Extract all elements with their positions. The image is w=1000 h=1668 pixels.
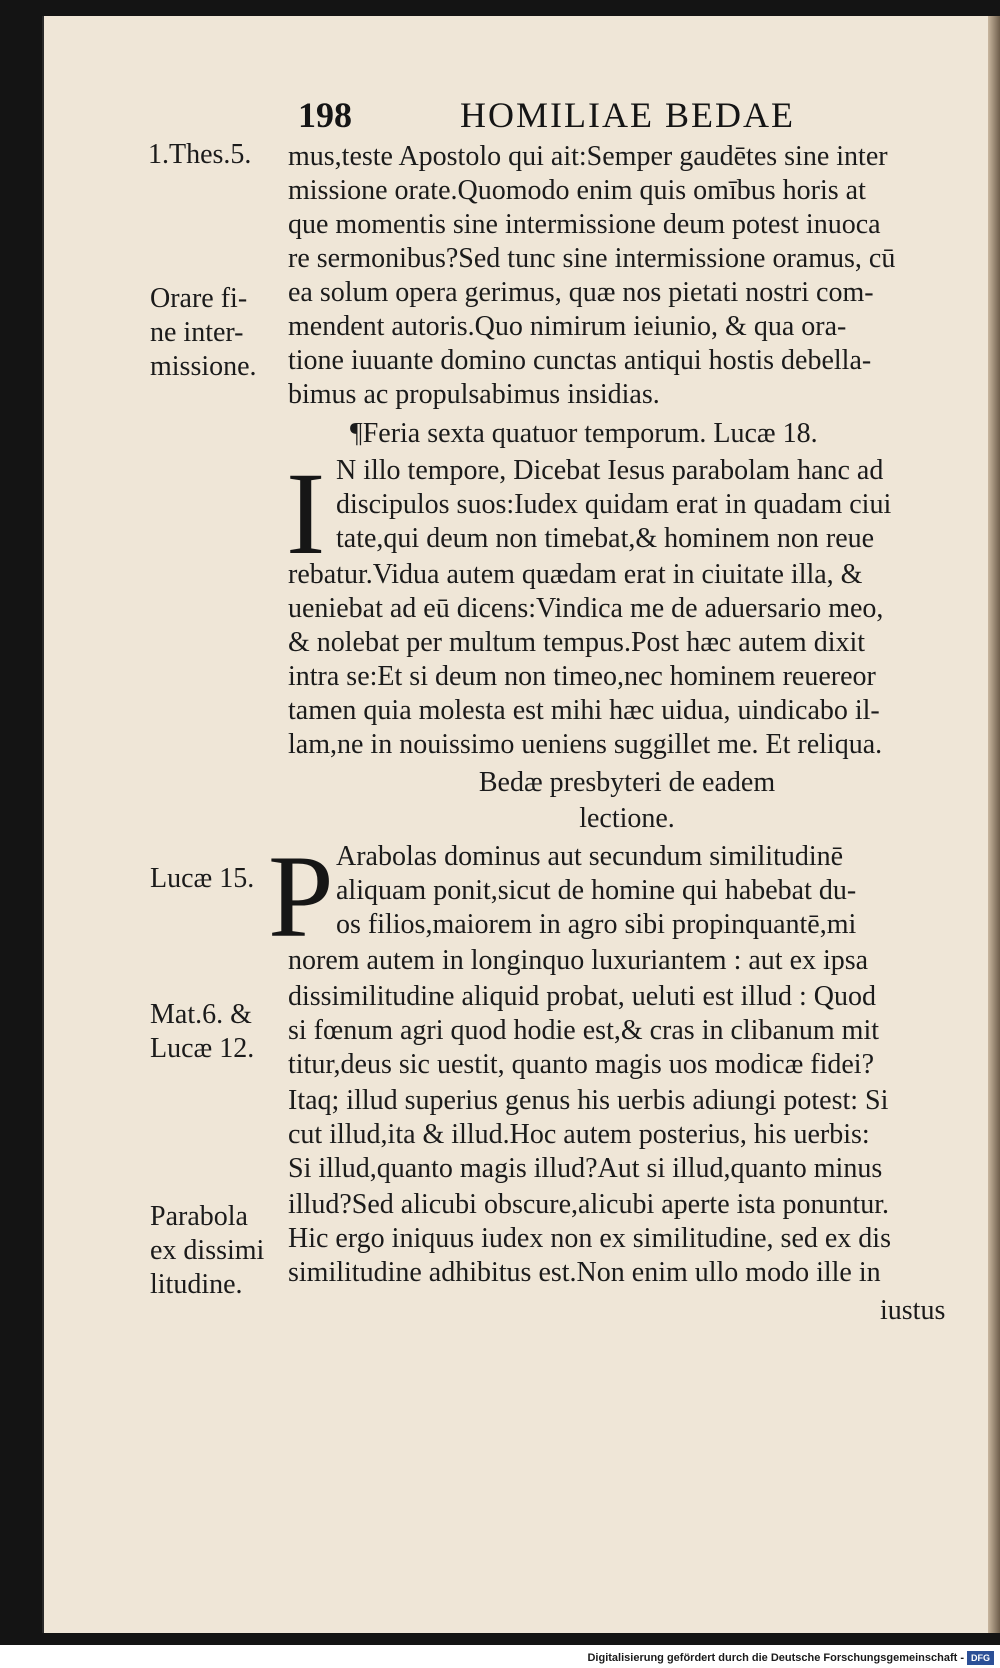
margin-note-mat-1: Mat.6. & bbox=[150, 999, 252, 1030]
text-line: missione orate.Quomodo enim quis omībus horis at bbox=[288, 175, 866, 206]
text-line: tamen quia molesta est mihi hæc uidua, uindicabo il- bbox=[288, 695, 880, 726]
dfg-logo: DFG bbox=[967, 1651, 994, 1665]
section-heading: lectione. bbox=[579, 803, 675, 834]
text-line: & nolebat per multum tempus.Post hæc autem dixit bbox=[288, 627, 866, 658]
text-line: ueniebat ad eū dicens:Vindica me de aduersario meo, bbox=[288, 593, 884, 624]
text-line: N illo tempore, Dicebat Iesus parabolam hanc ad bbox=[336, 455, 884, 486]
text-line: que momentis sine intermissione deum potest inuoca bbox=[288, 209, 881, 240]
text-line: ea solum opera gerimus, quæ nos pietati nostri com- bbox=[288, 277, 874, 308]
margin-note-orare-2: ne inter- bbox=[150, 317, 244, 348]
margin-note-mat-2: Lucæ 12. bbox=[150, 1033, 255, 1064]
text-line: Si illud,quanto magis illud?Aut si illud,quanto minus bbox=[288, 1153, 883, 1184]
text-line: similitudine adhibitus est.Non enim ullo modo ille in bbox=[288, 1257, 881, 1288]
text-line: bimus ac propulsabimus insidias. bbox=[288, 379, 660, 410]
text-line: dissimilitudine aliquid probat, ueluti est illud : Quod bbox=[288, 981, 876, 1012]
text-line: Arabolas dominus aut secundum similitudinē bbox=[336, 841, 844, 872]
margin-note-orare-3: missione. bbox=[150, 351, 257, 382]
text-line: cut illud,ita & illud.Hoc autem posterius, his uerbis: bbox=[288, 1119, 870, 1150]
catchword: iustus bbox=[880, 1295, 946, 1326]
text-line: norem autem in longinquo luxuriantem : aut ex ipsa bbox=[288, 945, 869, 976]
margin-note-parabola-3: litudine. bbox=[150, 1269, 243, 1300]
drop-cap-p: P bbox=[268, 831, 334, 962]
text-line: Itaq; illud superius genus his uerbis adiungi potest: Si bbox=[288, 1085, 889, 1116]
text-line: tione iuuante domino cunctas antiqui hostis debella- bbox=[288, 345, 872, 376]
text-line: si fœnum agri quod hodie est,& cras in clibanum mit bbox=[288, 1015, 880, 1046]
digitization-credit: Digitalisierung gefördert durch die Deutsche Forschungsgemeinschaft - bbox=[587, 1652, 964, 1664]
text-line: mendent autoris.Quo nimirum ieiunio, & qua ora- bbox=[288, 311, 847, 342]
margin-note-thes: 1.Thes.5. bbox=[148, 139, 252, 170]
text-line: intra se:Et si deum non timeo,nec hominem reuereor bbox=[288, 661, 876, 692]
text-line: titur,deus sic uestit, quanto magis uos modicæ fidei? bbox=[288, 1049, 875, 1080]
margin-note-parabola-2: ex dissimi bbox=[150, 1235, 265, 1266]
text-line: tate,qui deum non timebat,& hominem non reue bbox=[336, 523, 875, 554]
rubric-heading: ¶Feria sexta quatuor temporum. Lucæ 18. bbox=[350, 418, 818, 449]
running-head-title: HOMILIAE BEDAE bbox=[460, 95, 795, 135]
section-heading: Bedæ presbyteri de eadem bbox=[478, 767, 776, 798]
text-line: aliquam ponit,sicut de homine qui habebat du- bbox=[336, 875, 857, 906]
text-line: rebatur.Vidua autem quædam erat in ciuitate illa, & bbox=[288, 559, 863, 590]
page-number: 198 bbox=[298, 95, 352, 135]
text-line: mus,teste Apostolo qui ait:Semper gaudētes sine inter bbox=[288, 141, 888, 172]
text-line: Hic ergo iniquus iudex non ex similitudine, sed ex dis bbox=[288, 1223, 891, 1254]
margin-note-lucae15: Lucæ 15. bbox=[150, 863, 255, 894]
text-line: os filios,maiorem in agro sibi propinquantē,mi bbox=[336, 909, 857, 940]
drop-cap-i: I bbox=[286, 448, 326, 579]
text-line: discipulos suos:Iudex quidam erat in quadam ciui bbox=[336, 489, 892, 520]
margin-note-orare-1: Orare fi- bbox=[150, 283, 248, 314]
text-line: re sermonibus?Sed tunc sine intermissione oramus, cū bbox=[288, 243, 896, 274]
text-line: illud?Sed alicubi obscure,alicubi aperte ista ponuntur. bbox=[288, 1189, 890, 1220]
margin-note-parabola-1: Parabola bbox=[150, 1201, 248, 1232]
text-line: lam,ne in nouissimo ueniens suggillet me. Et reliqua. bbox=[288, 729, 883, 760]
